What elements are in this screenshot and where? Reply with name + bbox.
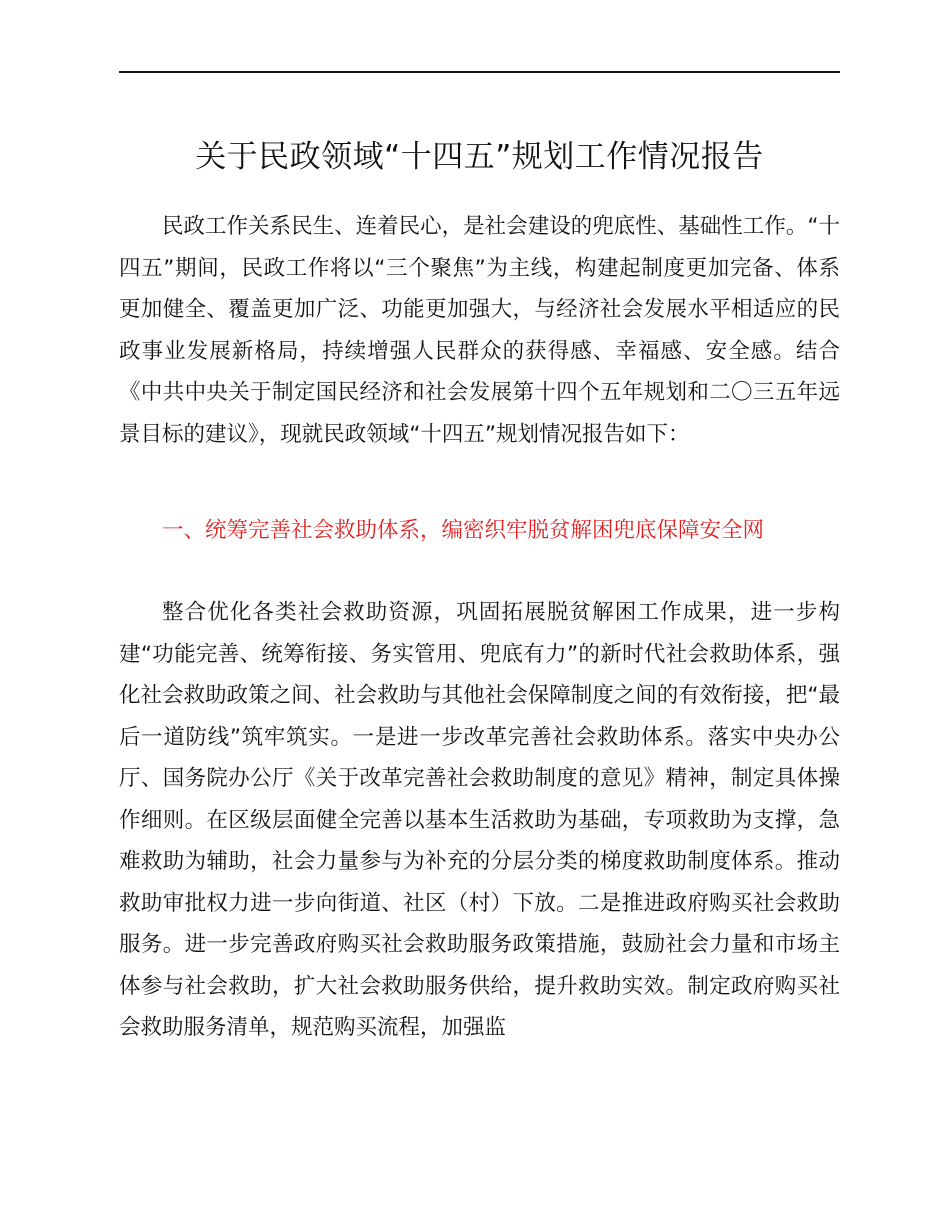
header-rule <box>119 71 840 73</box>
section-heading-1: 一、统筹完善社会救助体系，编密织牢脱贫解困兜底保障安全网 <box>162 518 765 543</box>
intro-paragraph: 民政工作关系民生、连着民心，是社会建设的兜底性、基础性工作。“十四五”期间，民政工作将以“三个聚焦”为主线，构建起制度更加完备、体系更加健全、覆盖更加广泛、功能更加强大，与经济社会发展水平相适应的民政事业发展新格局，持续增强人民群众的获得感、幸福感、安全感。结合《中共中央关于制定国民经济和社会发展第十四个五年规划和二〇三五年远景目标的建议》，现就民政领域“十四五”规划情况报告如下： <box>119 214 840 447</box>
section-1-paragraph: 整合优化各类社会救助资源，巩固拓展脱贫解困工作成果，进一步构建“功能完善、统筹衔接、务实管用、兜底有力”的新时代社会救助体系，强化社会救助政策之间、社会救助与其他社会保障制度之间的有效衔接，把“最后一道防线”筑牢筑实。一是进一步改革完善社会救助体系。落实中央办公厅、国务院办公厅《关于改革完善社会救助制度的意见》精神，制定具体操作细则。在区级层面健全完善以基本生活救助为基础，专项救助为支撑，急难救助为辅助，社会力量参与为补充的分层分类的梯度救助制度体系。推动救助审批权力进一步向街道、社区（村）下放。二是推进政府购买社会救助服务。进一步完善政府购买社会救助服务政策措施，鼓励社会力量和市场主体参与社会救助，扩大社会救助服务供给，提升救助实效。制定政府购买社会救助服务清单，规范购买流程，加强监 <box>119 600 840 1040</box>
document-title: 关于民政领域“十四五”规划工作情况报告 <box>195 139 764 175</box>
